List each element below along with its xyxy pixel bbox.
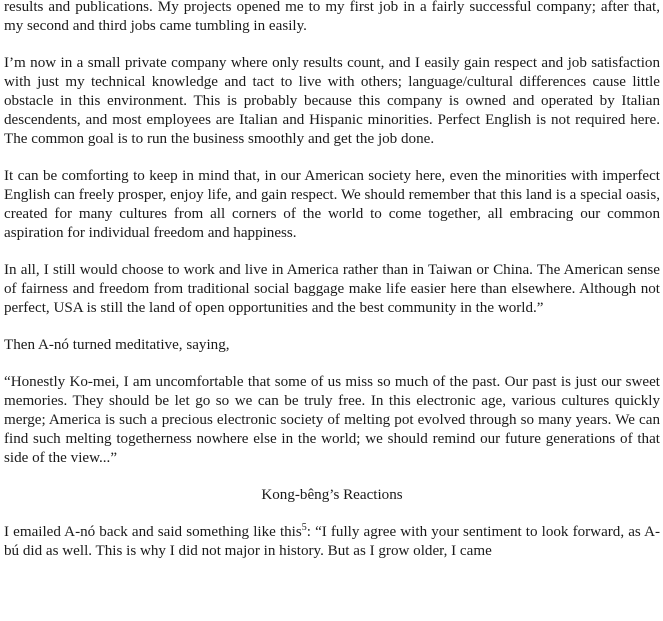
paragraph-american-society: It can be comforting to keep in mind that, in our American society here, even the minorities with imperfect English can freely prosper, enjoy life, and gain respect. We should remember that this land is a special oasis, created for many cultures from all corners of the world to come together, all embracing our common aspiration for individual freedom and happiness.: [4, 168, 660, 241]
paragraph-quote: “Honestly Ko-mei, I am uncomfortable that some of us miss so much of the past. Our past is just our sweet memories. They should be let go so we can be truly free. In this electronic age, various cultures quickly merge; America is such a precious electronic society of melting pot evolved through so many years. We can find such melting togetherness nowhere else in the world; we should remind our future generations of that side of the view...”: [4, 374, 660, 466]
emailed-text-start: I emailed A-nó back and said something like this: [4, 524, 302, 540]
paragraph-meditative: Then A-nó turned meditative, saying,: [4, 337, 230, 353]
section-heading: Kong-bêng’s Reactions: [261, 487, 403, 503]
paragraph-small-company: I’m now in a small private company where only results count, and I easily gain respect and job satisfaction with just my technical knowledge and tact to live with others; language/cultural differences cause little obstacle in this environment. This is probably because this company is owned and operated by Italian descendents, and most employees are Italian and Hispanic minorities. Perfect English is not required here. The common goal is to run the business smoothly and get the job done.: [4, 55, 660, 147]
document-page: [4, 0, 660, 561]
paragraph-results: results and publications. My projects opened me to my first job in a fairly successful company; after that, my second and third jobs came tumbling in easily.: [4, 0, 660, 34]
footnote-reference[interactable]: 5: [301, 521, 307, 533]
emailed-text-end: : “I fully agree with your sentiment to look forward, as A-bú did as well. This is why I did not major in history. But as I grow older, I came: [4, 524, 660, 559]
paragraph-emailed: [4, 523, 660, 561]
paragraph-in-all: In all, I still would choose to work and live in America rather than in Taiwan or China. The American sense of fairness and freedom from traditional social baggage make life easier here than elsewhere. Although not perfect, USA is still the land of open opportunities and the best community in the world.”: [4, 262, 660, 316]
